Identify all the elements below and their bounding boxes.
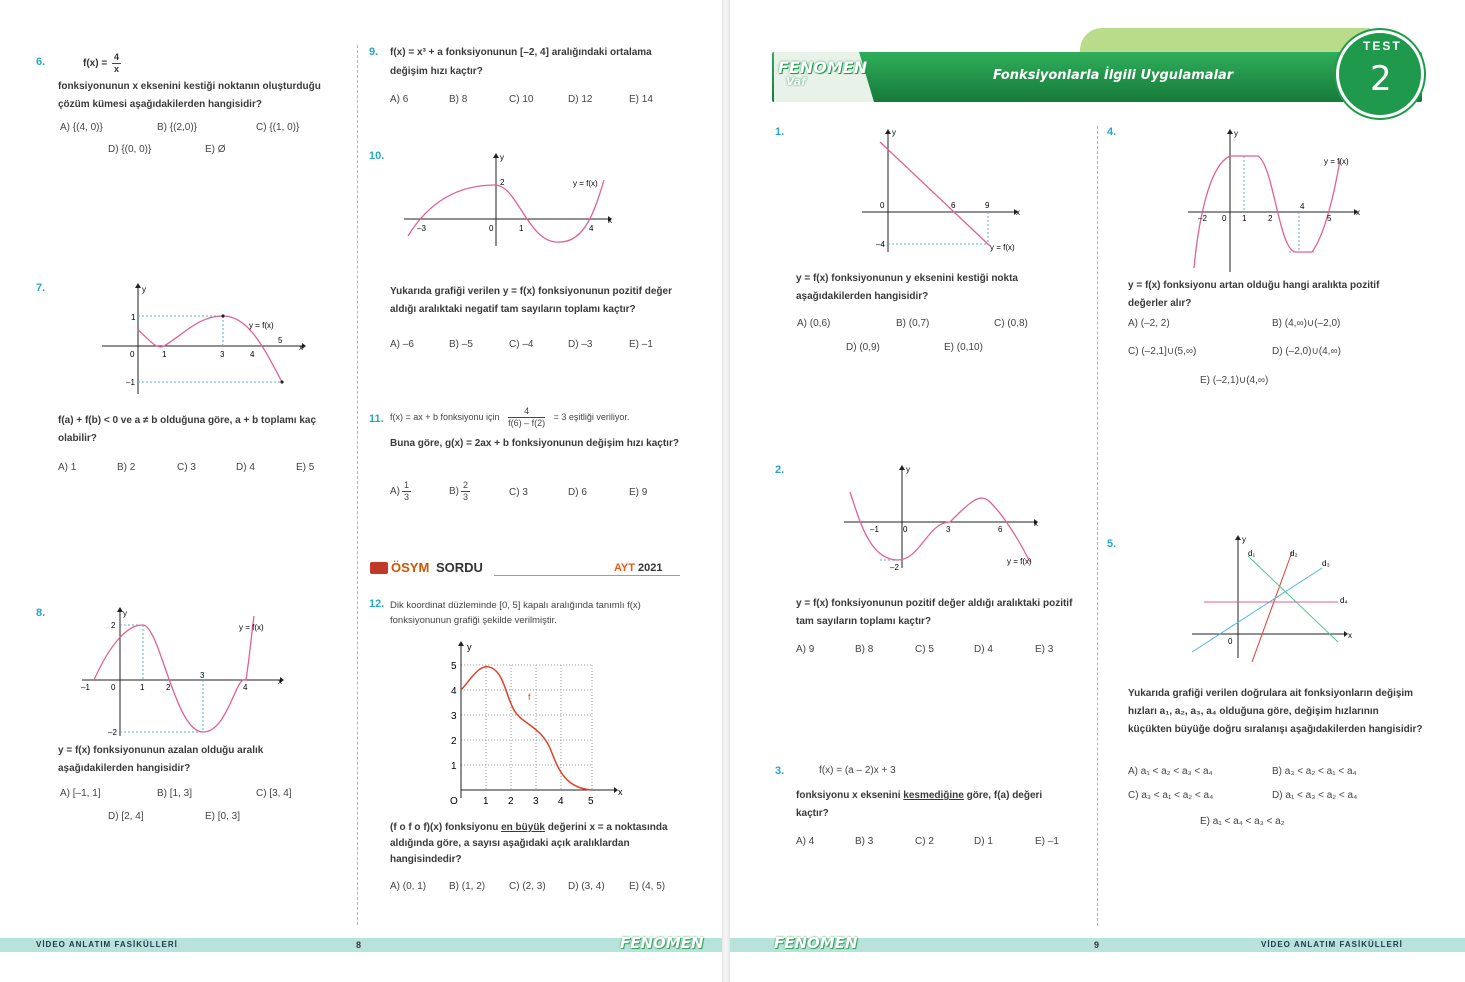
q4-tick: –2 (1198, 214, 1207, 223)
q12-ytick: 5 (451, 661, 457, 672)
q9-option-a[interactable]: A) 6 (390, 94, 409, 105)
q5-text: Yukarıda grafiği verilen doğrulara ait fonksiyonların değişim hızları a₁, a₂, a₃, a₄ olduğuna göre, değişim hızlarının küçükten büyüğe doğru sıralanışı aşağıdakilerden hangisidir? (1128, 688, 1423, 735)
q7-option-a[interactable]: A) 1 (58, 462, 77, 473)
q5-option-b[interactable]: B) a₃ < a₂ < a₁ < a₄ (1272, 766, 1357, 777)
q3-option-a[interactable]: A) 4 (796, 836, 815, 847)
test-badge-number: 2 (1370, 59, 1392, 99)
q8-tick: 4 (243, 683, 248, 692)
q10-text: Yukarıda grafiği verilen y = f(x) fonksiyonunun pozitif değer aldığı aralıktaki negatif tam sayıların toplamı kaçtır? (390, 286, 672, 315)
q11-frac-den: f(6) – f(2) (508, 418, 546, 428)
q3-option-b[interactable]: B) 3 (855, 836, 874, 847)
question-number: 2. (775, 464, 785, 476)
q6-frac-num: 4 (113, 52, 119, 62)
q1-text: y = f(x) fonksiyonunun y eksenini kestiği nokta aşağıdakilerden hangisidir? (796, 273, 1018, 302)
q7-axis-y: y (142, 285, 146, 294)
q9-text-line2: değişim hızı kaçtır? (390, 66, 483, 77)
q1-axis-y: y (892, 128, 896, 137)
q8-tick: 2 (166, 683, 171, 692)
q1-graph (858, 126, 1028, 256)
q11-text-post: = 3 eşitliği veriliyor. (553, 411, 630, 422)
q12-curve-label: f (528, 692, 531, 702)
question-number: 9. (369, 46, 379, 58)
q8-option-e[interactable]: E) [0, 3] (205, 811, 241, 822)
q4-axis-y: y (1234, 129, 1238, 138)
column-divider (1097, 126, 1098, 926)
q3-text-underlined: kesmediğine (903, 790, 964, 801)
q1-tick: 6 (951, 201, 956, 210)
q2-axis-x: x (1034, 519, 1038, 528)
q3-formula: f(x) = (a – 2)x + 3 (819, 765, 896, 776)
q12-xtick: 1 (483, 796, 489, 807)
q7-option-d[interactable]: D) 4 (236, 462, 255, 473)
q12-axis-x: x (618, 787, 623, 797)
q1-option-b[interactable]: B) (0,7) (896, 318, 930, 329)
q5-graph (1188, 532, 1358, 662)
q6-option-d[interactable]: D) {(0, 0)} (108, 144, 152, 155)
q12-option-d[interactable]: D) (3, 4) (568, 881, 605, 892)
left-page (0, 0, 722, 982)
q8-graph (80, 604, 290, 740)
footer-brand: FENOMEN (620, 934, 704, 952)
q9-text-line1: f(x) = x³ + a fonksiyonunun [–2, 4] aralığındaki ortalama (390, 47, 652, 58)
q4-axis-x: x (1356, 208, 1360, 217)
q2-tick: 6 (998, 525, 1003, 534)
q2-graph (840, 462, 1050, 572)
q11-option-c[interactable]: C) 3 (509, 487, 528, 498)
q10-tick: 0 (489, 224, 494, 233)
q6-option-b[interactable]: B) {(2,0)} (157, 122, 198, 133)
question-number: 6. (36, 56, 46, 68)
q11-option-a-letter: A) (390, 486, 400, 498)
q5-line-d3: d₃ (1322, 559, 1330, 568)
q6-formula-lhs: f(x) = (83, 58, 108, 70)
q1-option-d[interactable]: D) (0,9) (846, 342, 880, 353)
q11-text: Buna göre, g(x) = 2ax + b fonksiyonunun değişim hızı kaçtır? (390, 438, 679, 449)
osym-exam: AYT (614, 562, 635, 574)
q12-text: Dik koordinat düzleminde [0, 5] kapalı aralığında tanımlı f(x) fonksiyonunun grafiği şekilde verilmiştir. (390, 600, 641, 626)
q12-xtick: 3 (533, 796, 539, 807)
q1-option-c[interactable]: C) (0,8) (994, 318, 1028, 329)
header-brand: FENOMEN (778, 58, 868, 77)
q3-text-post: göre, f(a) değeri kaçtır? (796, 790, 1043, 819)
q2-option-b[interactable]: B) 8 (855, 644, 874, 655)
q7-option-e[interactable]: E) 5 (296, 462, 315, 473)
question-number: 11. (369, 413, 384, 425)
q8-axis-y: y (123, 609, 127, 618)
q10-option-a[interactable]: A) –6 (390, 339, 414, 350)
q7-option-b[interactable]: B) 2 (117, 462, 136, 473)
q3-text (796, 787, 1076, 823)
q1-tick: 0 (880, 201, 885, 210)
footer-series: VİDEO ANLATIM FASİKÜLLERİ (36, 940, 178, 949)
frac-num: 2 (463, 480, 469, 490)
q4-option-b[interactable]: B) (4,∞)∪(–2,0) (1272, 318, 1341, 329)
book-spine (722, 0, 730, 982)
q7-option-c[interactable]: C) 3 (177, 462, 196, 473)
q5-origin: 0 (1228, 637, 1233, 646)
q3-option-e[interactable]: E) –1 (1035, 836, 1059, 847)
q8-tick: 2 (111, 621, 116, 630)
q1-tick: –4 (876, 240, 885, 249)
q2-option-e[interactable]: E) 3 (1035, 644, 1054, 655)
q12-origin: O (450, 796, 458, 807)
q2-tick: 0 (903, 525, 908, 534)
q8-text: y = f(x) fonksiyonunun azalan olduğu aralık aşağıdakilerden hangisidir? (58, 745, 264, 774)
q12-ytick: 2 (451, 736, 457, 747)
q12-ytick: 4 (451, 686, 457, 697)
q10-graph (400, 150, 620, 250)
q12-option-c[interactable]: C) (2, 3) (509, 881, 546, 892)
q5-line-d1: d₁ (1248, 549, 1256, 558)
q1-option-e[interactable]: E) (0,10) (944, 342, 983, 353)
q10-axis-y: y (500, 153, 504, 162)
q8-option-b[interactable]: B) [1, 3] (157, 788, 193, 799)
footer-brand: FENOMEN (774, 934, 858, 952)
question-number: 4. (1107, 126, 1117, 138)
frac-num: 1 (404, 480, 410, 490)
q2-tick: –2 (890, 563, 899, 572)
frac-den: 3 (404, 492, 410, 502)
q7-tick: 3 (220, 350, 225, 359)
q4-option-a[interactable]: A) (–2, 2) (1128, 318, 1170, 329)
q4-tick: 1 (1242, 214, 1247, 223)
test-badge (1336, 30, 1424, 118)
q6-fraction (112, 52, 121, 75)
q2-option-c[interactable]: C) 5 (915, 644, 934, 655)
q12-ytick: 3 (451, 711, 457, 722)
q8-axis-x: x (278, 677, 282, 686)
q9-option-c[interactable]: C) 10 (509, 94, 534, 105)
q1-tick: 9 (985, 201, 990, 210)
q10-option-e[interactable]: E) –1 (629, 339, 653, 350)
q10-option-b[interactable]: B) –5 (449, 339, 473, 350)
q8-tick: –1 (81, 683, 90, 692)
osym-banner (370, 560, 682, 578)
q10-curve-label: y = f(x) (573, 179, 598, 188)
q7-tick: 5 (278, 336, 283, 345)
q2-tick: 3 (946, 525, 951, 534)
q11-option-b-letter: B) (449, 486, 459, 498)
q7-tick: 4 (250, 350, 255, 359)
q7-tick: 1 (162, 350, 167, 359)
q12-question (390, 820, 670, 868)
graduation-cap-icon (370, 562, 388, 574)
question-number: 3. (775, 765, 785, 777)
footer-series: VİDEO ANLATIM FASİKÜLLERİ (1261, 940, 1403, 949)
q11-option-a[interactable] (390, 480, 413, 503)
q5-axis-x: x (1348, 631, 1352, 640)
q5-line-d4: d₄ (1340, 596, 1348, 605)
header-title: Fonksiyonlarla İlgili Uygulamalar (993, 68, 1234, 83)
q8-tick: 1 (140, 683, 145, 692)
osym-rule (494, 575, 680, 576)
q2-text: y = f(x) fonksiyonunun pozitif değer aldığı aralıktaki pozitif tam sayıların toplamı kaçtır? (796, 598, 1073, 627)
q12-question-pre: (f o f o f)(x) fonksiyonu (390, 822, 502, 833)
q2-tick: –1 (870, 525, 879, 534)
q10-option-d[interactable]: D) –3 (568, 339, 593, 350)
question-number: 1. (775, 126, 785, 138)
q12-xtick: 2 (508, 796, 514, 807)
q12-graph (440, 638, 640, 813)
q12-ytick: 1 (451, 761, 457, 772)
q2-option-a[interactable]: A) 9 (796, 644, 815, 655)
q4-option-d[interactable]: D) (–2,0)∪(4,∞) (1272, 346, 1341, 357)
q5-axis-y: y (1242, 535, 1246, 544)
q9-option-d[interactable]: D) 12 (568, 94, 593, 105)
q11-statement (390, 406, 629, 429)
q2-axis-y: y (906, 465, 910, 474)
q3-text-pre: fonksiyonu x eksenini (796, 790, 904, 801)
q12-axis-y: y (467, 642, 472, 652)
question-number: 10. (369, 150, 385, 162)
q11-frac-num: 4 (508, 406, 545, 418)
q6-formula (83, 52, 123, 75)
q11-option-a-frac (402, 480, 411, 503)
question-number: 8. (36, 607, 46, 619)
footer-right (730, 934, 1465, 952)
q11-text-pre: f(x) = ax + b fonksiyonu için (390, 411, 500, 422)
q4-text: y = f(x) fonksiyonu artan olduğu hangi aralıkta pozitif değerler alır? (1128, 280, 1380, 309)
q6-option-a[interactable]: A) {(4, 0)} (60, 122, 103, 133)
q11-fraction (508, 406, 545, 429)
q6-option-c[interactable]: C) {(1, 0)} (256, 122, 300, 133)
q5-option-e[interactable]: E) a₁ < a₄ < a₃ < a₂ (1200, 816, 1285, 827)
q5-option-d[interactable]: D) a₁ < a₃ < a₂ < a₄ (1272, 790, 1358, 801)
q7-curve-label: y = f(x) (249, 321, 274, 330)
q7-tick: 0 (130, 350, 135, 359)
page-number: 9 (1094, 940, 1100, 950)
q2-option-d[interactable]: D) 4 (974, 644, 993, 655)
q7-text: f(a) + f(b) < 0 ve a ≠ b olduğuna göre, a + b toplamı kaç olabilir? (58, 415, 317, 444)
q4-option-e[interactable]: E) (–2,1)∪(4,∞) (1200, 375, 1269, 386)
q12-question-underlined: en büyük (501, 822, 545, 833)
q10-axis-x: x (608, 216, 612, 225)
q8-tick: 3 (200, 671, 205, 680)
question-number: 7. (36, 282, 46, 294)
q5-line-d2: d₂ (1290, 549, 1298, 558)
question-number: 5. (1107, 538, 1117, 550)
q2-curve-label: y = f(x) (1007, 557, 1032, 566)
q4-tick: 5 (1327, 214, 1332, 223)
osym-year: 2021 (638, 562, 663, 574)
q9-option-e[interactable]: E) 14 (629, 94, 653, 105)
frac-den: 3 (463, 492, 469, 502)
q12-xtick: 5 (588, 796, 594, 807)
right-page (730, 0, 1465, 982)
q4-curve-label: y = f(x) (1324, 157, 1349, 166)
q7-axis-x: x (299, 343, 303, 352)
q1-option-a[interactable]: A) (0,6) (797, 318, 831, 329)
q7-tick: –1 (126, 378, 135, 387)
q8-option-c[interactable]: C) [3, 4] (256, 788, 292, 799)
q10-option-c[interactable]: C) –4 (509, 339, 534, 350)
q12-option-a[interactable]: A) (0, 1) (390, 881, 427, 892)
question-number: 12. (369, 598, 385, 610)
q10-tick: –3 (417, 224, 426, 233)
q10-tick: 2 (500, 178, 505, 187)
q8-option-a[interactable]: A) [–1, 1] (60, 788, 101, 799)
q10-tick: 1 (519, 224, 524, 233)
q12-option-b[interactable]: B) (1, 2) (449, 881, 486, 892)
q8-option-d[interactable]: D) [2, 4] (108, 811, 144, 822)
q6-text: fonksiyonunun x eksenini kestiği noktanın oluşturduğu çözüm kümesi aşağıdakilerden hangisidir? (58, 81, 321, 110)
q9-option-b[interactable]: B) 8 (449, 94, 468, 105)
header-brand-sub: Vaf (786, 75, 806, 88)
q6-frac-den: x (113, 64, 119, 74)
q7-tick: 1 (131, 313, 136, 322)
column-divider (357, 45, 358, 925)
q11-option-b[interactable] (449, 480, 472, 503)
q6-option-e[interactable]: E) Ø (205, 144, 226, 155)
osym-sordu: SORDU (436, 560, 483, 575)
q7-graph (98, 280, 308, 400)
q4-tick: 4 (1300, 202, 1305, 211)
q11-option-b-frac (461, 480, 470, 503)
footer-left (0, 934, 722, 952)
q5-option-a[interactable]: A) a₁ < a₂ < a₃ < a₄ (1128, 766, 1213, 777)
q3-option-d[interactable]: D) 1 (974, 836, 993, 847)
q3-option-c[interactable]: C) 2 (915, 836, 934, 847)
page-number: 8 (356, 940, 362, 950)
q8-curve-label: y = f(x) (239, 623, 264, 632)
q8-tick: –2 (108, 728, 117, 737)
q11-option-d[interactable]: D) 6 (568, 487, 587, 498)
q1-curve-label: y = f(x) (990, 243, 1015, 252)
q11-option-e[interactable]: E) 9 (629, 487, 648, 498)
q12-option-e[interactable]: E) (4, 5) (629, 881, 666, 892)
q4-tick: 2 (1268, 214, 1273, 223)
q12-xtick: 4 (558, 796, 564, 807)
q5-option-c[interactable]: C) a₃ < a₁ < a₂ < a₄ (1128, 790, 1214, 801)
q4-tick: 0 (1222, 214, 1227, 223)
q4-graph (1184, 126, 1374, 274)
osym-brand: ÖSYM (391, 560, 430, 575)
test-badge-label: TEST (1363, 39, 1402, 53)
q10-tick: 4 (589, 224, 594, 233)
q1-axis-x: x (1016, 208, 1020, 217)
q4-option-c[interactable]: C) (–2,1]∪(5,∞) (1128, 346, 1197, 357)
q12-question-post: değerini x = a noktasında aldığında göre, a sayısı aşağıdaki açık aralıklardan hangisindedir? (390, 822, 668, 865)
q8-tick: 0 (111, 683, 116, 692)
